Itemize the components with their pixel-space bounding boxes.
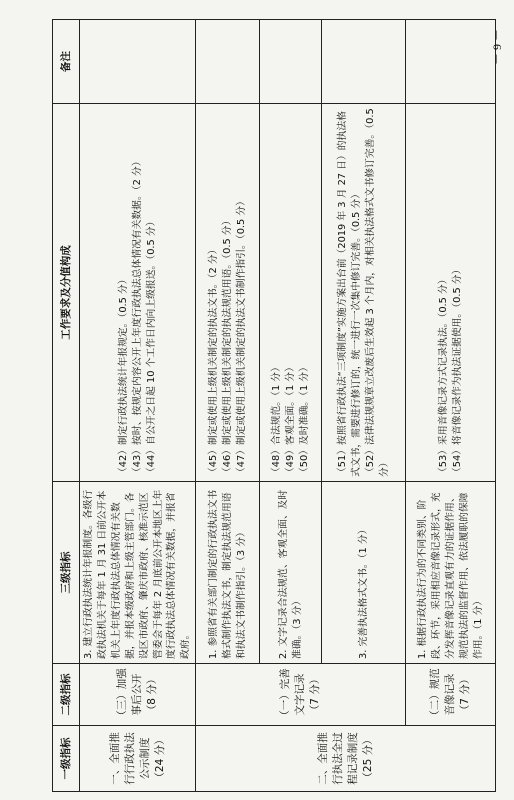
requirements-cell bbox=[406, 104, 496, 482]
requirement-item: （43）按时、按规定内容公开上年度行政执法总体情况有关数据。（2 分） bbox=[131, 156, 143, 477]
table-header-row bbox=[53, 20, 80, 792]
level3-cell: 3. 完善执法格式文书。（1 分） bbox=[322, 482, 406, 664]
requirements-cell bbox=[322, 104, 406, 482]
remarks-cell bbox=[406, 20, 496, 104]
remarks-cell bbox=[322, 20, 406, 104]
remarks-cell bbox=[260, 20, 322, 104]
level2-cell: （二）规范音像记录（7 分） bbox=[406, 664, 496, 726]
requirement-item: （44）自公开之日起 10 个工作日内向上级报送。（0.5 分） bbox=[145, 216, 157, 477]
requirements-cell bbox=[260, 104, 322, 482]
requirement-item: （42）制定行政执法统计年报规定。（0.5 分） bbox=[117, 274, 129, 477]
requirement-item: （50）及时准确。（1 分） bbox=[298, 362, 310, 477]
evaluation-table bbox=[52, 19, 496, 792]
level3-cell: 2. 文字记录合法规范、客观全面、及时准确。（3 分） bbox=[260, 482, 322, 664]
requirements-cell bbox=[80, 104, 196, 482]
requirement-item: （45）制定或使用上级机关制定的执法文书。（2 分） bbox=[207, 244, 219, 477]
header-requirements: 工作要求及分值构成 bbox=[53, 104, 80, 482]
page-number: － 9 － bbox=[490, 28, 504, 65]
table-row bbox=[80, 20, 196, 792]
remarks-cell bbox=[80, 20, 196, 104]
header-level3: 三级指标 bbox=[53, 482, 80, 664]
requirement-item: （51）按照省行政执法“三项制度”实施方案出台前（2019 年 3 月 27 日）的执法格式文书，需要进行修订的，统一进行一次集中修订完善。（0.5 分） bbox=[336, 111, 362, 477]
level2-cell: （三）加强事后公开（8 分） bbox=[80, 664, 196, 726]
table-row bbox=[196, 20, 260, 792]
header-remarks: 备注 bbox=[53, 20, 80, 104]
requirement-item: （46）制定或使用上级机关制定的执法规范用语。（0.5 分） bbox=[221, 215, 233, 477]
requirement-item: （53）采用音像记录方式记录执法。（0.5 分） bbox=[437, 274, 449, 477]
table-row bbox=[406, 20, 496, 792]
level1-cell: 一、全面推行行政执法公示制度（24 分） bbox=[80, 726, 196, 792]
requirements-cell bbox=[196, 104, 260, 482]
requirement-item: （54）将音像记录作为执法证据使用。（0.5 分） bbox=[451, 264, 463, 477]
remarks-cell bbox=[196, 20, 260, 104]
level3-cell: 3. 建立行政执法统计年报制度。各级行政执法机关于每年 1 月 31 日前公开本机关上年度行政执法总体情况有关数据，并报本级政府和上级主管部门。各设区市政府、肇庆市政府、核准示范区管委会于每年 2 月底前公开本地区上年度行政执法总体情况有关数据，并报省政府。 bbox=[80, 482, 196, 664]
level3-cell: 1. 根据行政执法行为的不同类别、阶段、环节，采用相应音像记录形式，充分发挥音像记录直观有力的证据作用、规范执法的监督作用、依法履职的保障作用。（1 分） bbox=[406, 482, 496, 664]
requirement-item: （48）合法规范。（1 分） bbox=[270, 362, 282, 477]
requirement-item: （47）制定或使用上级机关制定的执法文书制作指引。（0.5 分） bbox=[235, 196, 247, 477]
requirement-item: （49）客观全面。（1 分） bbox=[284, 362, 296, 477]
level2-cell: （一）完善文字记录（7 分） bbox=[196, 664, 406, 726]
header-level1: 一级指标 bbox=[53, 726, 80, 792]
header-level2: 二级指标 bbox=[53, 664, 80, 726]
requirement-item: （52）法律法规规章立改废后生效起 3 个月内，对相关执法格式文书修订完善。（0.5 分） bbox=[364, 108, 390, 477]
level3-cell: 1. 参照省有关部门制定的行政执法文书格式制作执法文书，制定执法规范用语和执法文书制作指引。（3 分） bbox=[196, 482, 260, 664]
level1-cell: 二、全面推行执法全过程记录制度（25 分） bbox=[196, 726, 496, 792]
